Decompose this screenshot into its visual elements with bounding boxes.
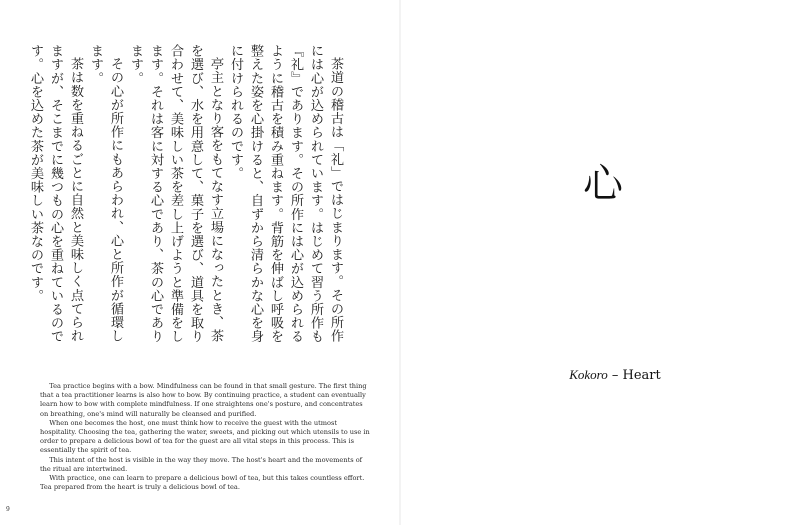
english-paragraph: This intent of the host is visible in the way they move. The host's heart and the movements of the ritual are intertwined. xyxy=(40,455,363,473)
page-number: 9 xyxy=(6,506,10,513)
japanese-paragraph: 亭主となり客をもてなす立場になったとき、茶を選び、水を用意して、菓子を選び、道具を取り合わせて、美味しい茶を差し上げようと準備をします。それは客に対する心であり、茶の心であります。 xyxy=(128,44,223,344)
caption-english: Heart xyxy=(622,368,661,383)
japanese-paragraph: 茶道の稽古は「礼」ではじまります。その所作には心が込められています。はじめて習う所作も『礼』であります。その所作には心が込められるように稽古を積み重ねます。背筋を伸ばし呼吸を整えた姿を心掛けると、自ずから清らかな心を身に付けられるのです。 xyxy=(228,44,343,344)
japanese-paragraph: 茶は数を重ねるごとに自然と美味しく点てられますが、そこまでに幾つもの心を重ねているのです。心を込めた茶が美味しい茶なのです。 xyxy=(28,44,83,344)
english-text-block xyxy=(40,382,370,492)
japanese-paragraph: その心が所作にもあらわれ、心と所作が循環します。 xyxy=(88,44,123,343)
english-paragraph: With practice, one can learn to prepare a delicious bowl of tea, but this takes countless effort. Tea prepared from the heart is truly a delicious bowl of tea. xyxy=(40,474,365,492)
japanese-text-block xyxy=(25,44,345,344)
caption-romaji: Kokoro xyxy=(569,367,608,382)
page-gutter xyxy=(399,0,401,525)
kanji-caption xyxy=(540,367,690,383)
caption-separator: – xyxy=(607,368,623,383)
english-paragraph: Tea practice begins with a bow. Mindfulness can be found in that small gesture. The first thing that a tea practitioner learns is also how to bow. By continuing practice, a student can eventually learn how to bow with complete mindfulness. If one straightens one's posture, and concentrates on breathing, one's mind will naturally be cleansed and purified. xyxy=(40,382,367,418)
kanji-heading: 心 xyxy=(583,161,623,207)
english-paragraph: When one becomes the host, one must think how to receive the guest with the utmost hospitality. Choosing the tea, gathering the water, sweets, and picking out which utensils to use in order to prepare a delicious bowl of tea for the guest are all vital steps in this process. This is essentially the spirit of tea. xyxy=(40,418,370,455)
